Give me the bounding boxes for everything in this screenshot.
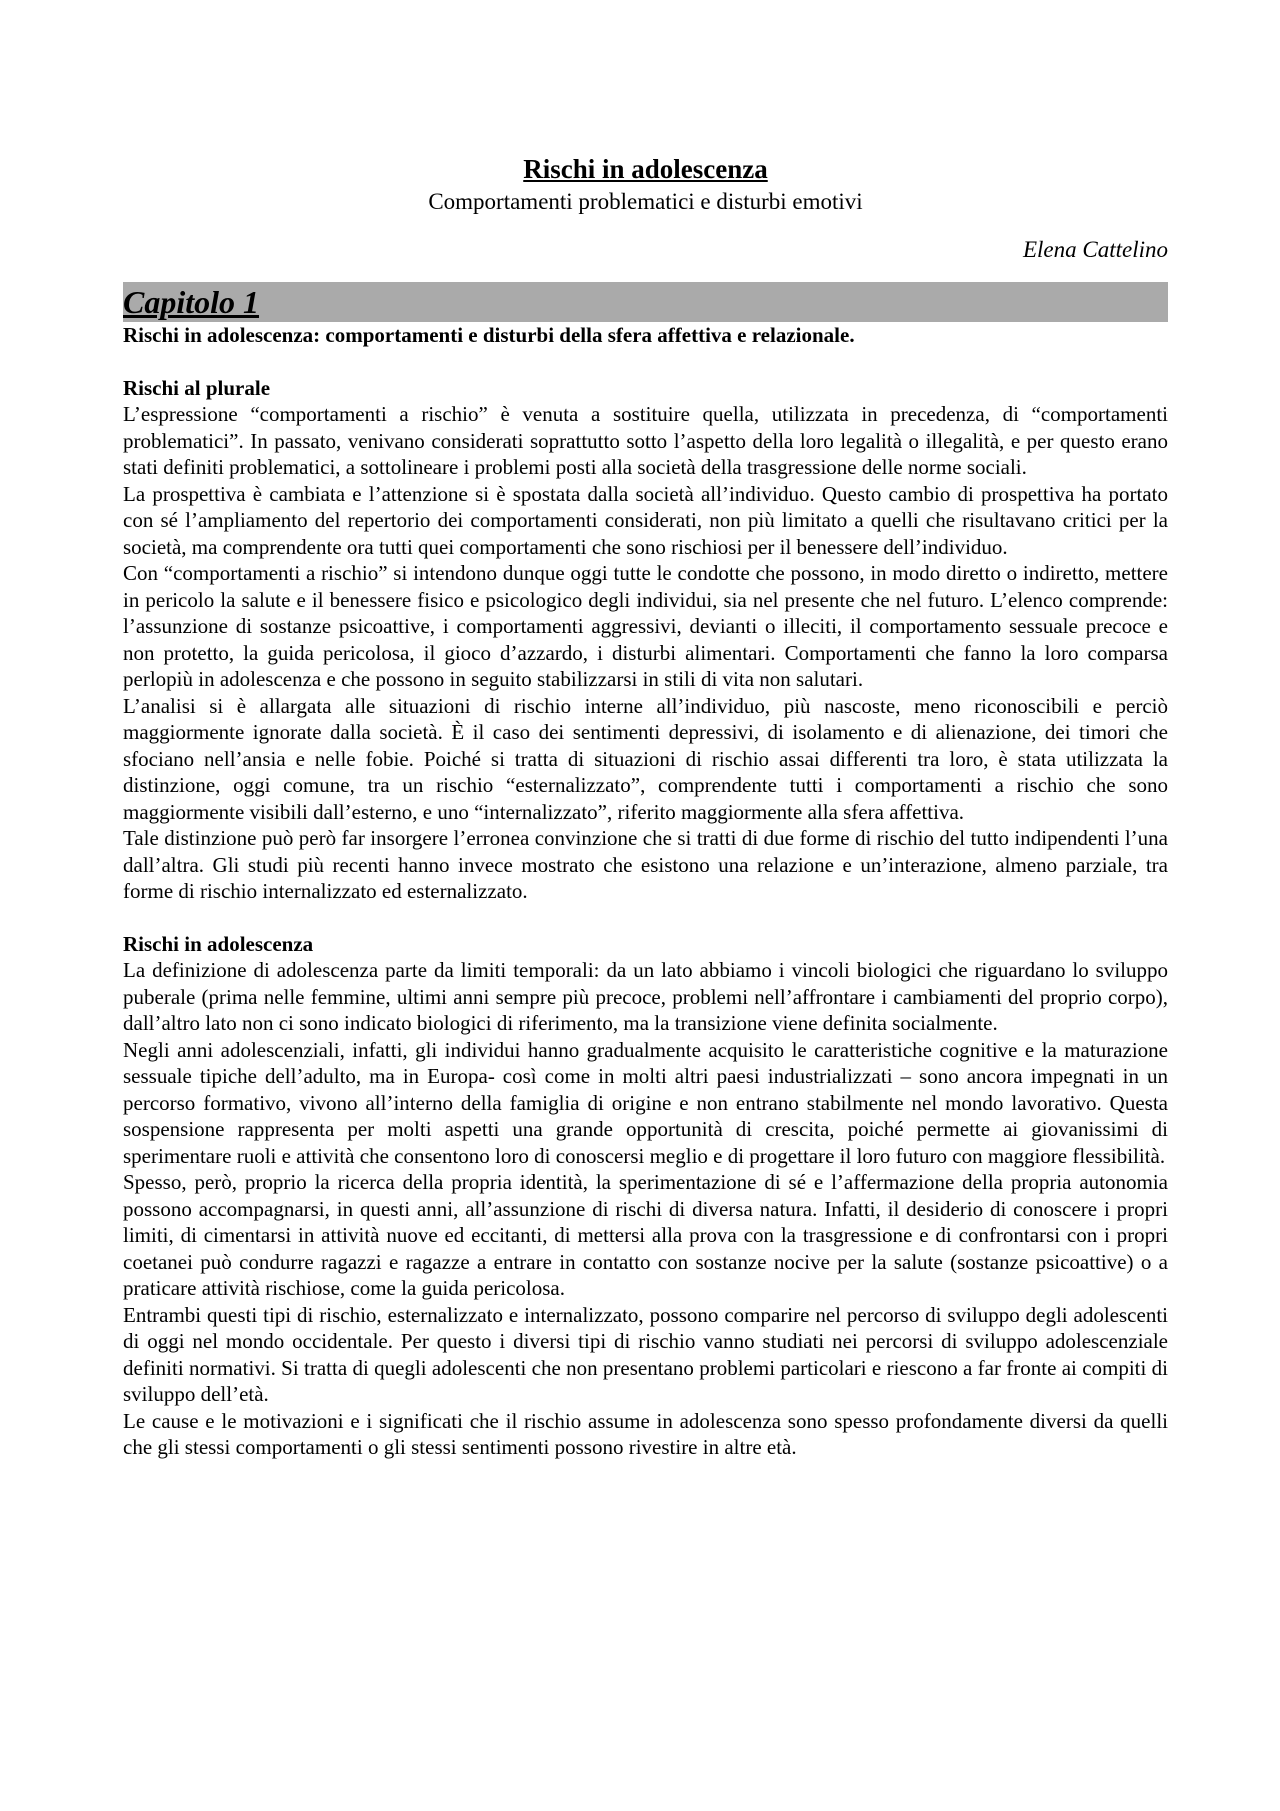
paragraph: L’analisi si è allargata alle situazioni di rischio interne all’individuo, più nascoste, meno riconoscibili e perciò maggiormente ignorate dalla società. È il caso dei sentimenti depressivi, di isolamento e di alienazione, dei timori che sfociano nell’ansia e nelle fobie. Poiché si tratta di situazioni di rischio assai differenti tra loro, è stata utilizzata la distinzione, oggi comune, tra un rischio “esternalizzato”, comprendente tutti i comportamenti a rischio che sono maggiormente visibili dall’esterno, e uno “internalizzato”, riferito maggiormente alla sfera affettiva. <box>123 693 1168 824</box>
paragraph: La definizione di adolescenza parte da limiti temporali: da un lato abbiamo i vincoli biologici che riguardano lo sviluppo puberale (prima nelle femmine, ultimi anni sempre più precoce, problemi nell’affrontare i cambiamenti del proprio corpo), dall’altro lato non ci sono indicato biologici di riferimento, ma la transizione viene definita socialmente. <box>123 958 1168 1035</box>
chapter-heading: Capitolo 1 <box>123 284 260 320</box>
section-rischi-al-plurale <box>123 375 1168 905</box>
section-heading: Rischi al plurale <box>123 375 271 400</box>
section-heading: Rischi in adolescenza <box>123 931 314 956</box>
paragraph: Spesso, però, proprio la ricerca della propria identità, la sperimentazione di sé e l’affermazione della propria autonomia possono accompagnarsi, in questi anni, all’assunzione di rischi di diversa natura. Infatti, il desiderio di conoscere i propri limiti, di cimentarsi in attività nuove ed eccitanti, di mettersi alla prova con la trasgressione e di confrontarsi con i propri coetanei può condurre ragazzi e ragazze a entrare in contatto con sostanze nocive per la salute (sostanze psicoattive) o a praticare attività rischiose, come la guida pericolosa. <box>123 1170 1168 1300</box>
document-title: Rischi in adolescenza <box>523 154 768 184</box>
paragraph: La prospettiva è cambiata e l’attenzione si è spostata dalla società all’individuo. Questo cambio di prospettiva ha portato con sé l’ampliamento del repertorio dei comportamenti considerati, non più limitato a quelli che risultavano critici per la società, ma comprendente ora tutti quei comportamenti che sono rischiosi per il benessere dell’individuo. <box>123 481 1168 559</box>
paragraph: Entrambi questi tipi di rischio, esternalizzato e internalizzato, possono comparire nel percorso di sviluppo degli adolescenti di oggi nel mondo occidentale. Per questo i diversi tipi di rischio vanno studiati nei percorsi di sviluppo adolescenziale definiti normativi. Si tratta di quegli adolescenti che non presentano problemi particolari e riescono a far fronte ai compiti di sviluppo dell’età. <box>123 1302 1168 1406</box>
chapter-subtitle: Rischi in adolescenza: comportamenti e disturbi della sfera affettiva e relazionale. <box>123 323 855 347</box>
chapter-heading-bar <box>123 282 1168 322</box>
section-rischi-in-adolescenza <box>123 931 1168 1461</box>
paragraph: Con “comportamenti a rischio” si intendono dunque oggi tutte le condotte che possono, in modo diretto o indiretto, mettere in pericolo la salute e il benessere fisico e psicologico degli individui, sia nel presente che nel futuro. L’elenco comprende: l’assunzione di sostanze psicoattive, i comportamenti aggressivi, devianti o illeciti, il comportamento sessuale precoce e non protetto, la guida pericolosa, il gioco d’azzardo, i disturbi alimentari. Comportamenti che fanno la loro comparsa perlopiù in adolescenza e che possono in seguito stabilizzarsi in stili di vita non salutari. <box>123 561 1168 691</box>
paragraph: Le cause e le motivazioni e i significati che il rischio assume in adolescenza sono spesso profondamente diversi da quelli che gli stessi comportamenti o gli stessi sentimenti possono rivestire in altre età. <box>123 1408 1168 1459</box>
document-subtitle: Comportamenti problematici e disturbi emotivi <box>428 189 863 214</box>
paragraph: Tale distinzione può però far insorgere l’erronea convinzione che si tratti di due forme di rischio del tutto indipendenti l’una dall’altra. Gli studi più recenti hanno invece mostrato che esistono una relazione e un’interazione, almeno parziale, tra forme di rischio internalizzato ed esternalizzato. <box>123 826 1168 903</box>
document-author: Elena Cattelino <box>1022 237 1168 262</box>
paragraph: L’espressione “comportamenti a rischio” è venuta a sostituire quella, utilizzata in precedenza, di “comportamenti problematici”. In passato, venivano considerati soprattutto sotto l’aspetto della loro legalità o illegalità, e per questo erano stati definiti problematici, a sottolineare i problemi posti alla società della trasgressione delle norme sociali. <box>123 402 1168 479</box>
paragraph: Negli anni adolescenziali, infatti, gli individui hanno gradualmente acquisito le caratteristiche cognitive e la maturazione sessuale tipiche dell’adulto, ma in Europa- così come in molti altri paesi industrializzati – sono ancora impegnati in un percorso formativo, vivono all’interno della famiglia di origine e non entrano stabilmente nel mondo lavorativo. Questa sospensione rappresenta per molti aspetti una grande opportunità di crescita, poiché permette ai giovanissimi di sperimentare ruoli e attività che consentono loro di conoscersi meglio e di progettare il loro futuro con maggiore flessibilità. <box>123 1037 1168 1168</box>
